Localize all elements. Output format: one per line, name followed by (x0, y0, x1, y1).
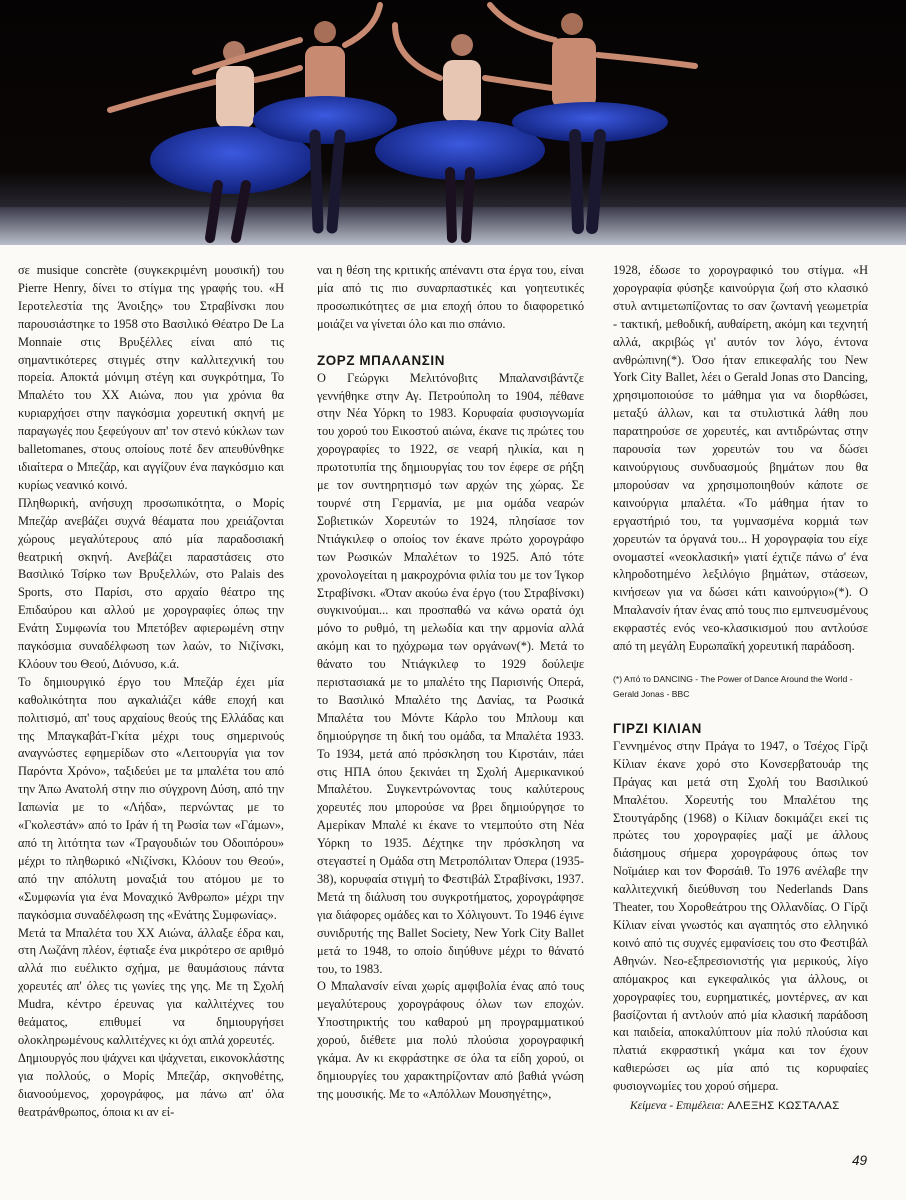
paragraph: Πληθωρική, ανήσυχη προσωπικότητα, ο Μορίς Μπεζάρ ανεβάζει συχνά θέαματα που χρειάζονται χώρους μεγαλύτερους από μία παραδοσιακή θεατρική σκηνή. Ανεβάζει παραστάσεις στο Βασιλικό Τσίρκο των Βρυξελλών, στο Palais des Sports, στο Παρίσι, στο αρχαίο θέατρο της Επιδαύρου και αλλού με χορογραφίες όπως την Ενάτη Συμφωνία του Μπετόβεν αφιερωμένη στην παγκόσμια συναδέλφωση των λαών, το Νιζίνσκι, Κλόουν του Θεού, Διόνυσο, κ.ά. (18, 495, 284, 671)
paragraph: Το δημιουργικό έργο του Μπεζάρ έχει μία καθολικότητα που αγκαλιάζει κάθε εποχή και πολιτισμό, απ' τους αρχαίους θεούς της Ελλάδας και της Μπαγκαβάτ-Γκίτα μέχρι τους σημερινούς αναγνώστες εφημερίδων στο «Λειτουργία για τον Παρόντα Χρόνο», ταξιδεύει με τα μπαλέτα του από την Άπω Ανατολή στην πιο σύγχρονη Δύση, από την Ιαπωνία με το «Λήδα», περνώντας με το «Γκολεστάν» από το Ιράν ή τη Ρωσία των «Γάμων», από τη λιτότητα των «Τραγουδιών του Οδοιπόρου» μέχρι το πληθωρικό «Νιζίνσκι, Κλόουν του Θεού», από την απόλυτη μοναξιά του ατόμου με το «Συμφωνία για ένα Μοναχικό Άνθρωπο» μέχρι την παγκόσμια συναδέλφωση της «Ενάτης Συμφωνίας». (18, 674, 284, 922)
dancers-illustration (0, 0, 906, 245)
dancers-photo (0, 0, 906, 245)
page-number: 49 (852, 1153, 868, 1168)
footnote: (*) Από το DANCING - The Power of Dance Around the World - Gerald Jonas - BBC (613, 673, 853, 699)
section-heading-balanchine: ΖΟΡΖ ΜΠΑΛΑΝΣΙΝ (317, 352, 446, 368)
paragraph: σε musique concrète (συγκεκριμένη μουσική) του Pierre Henry, δίνει το στίγμα της γραφής του. «Η Ιεροτελεστία της Άνοιξης» του Στραβίνσκι που παρουσιάστηκε το 1958 στο Βασιλικό Θέατρο De La Monnaie στις Βρυξέλλες είναι από τις σημαντικότερες στιγμές στην καλλιτεχνική του πορεία. Αποκτά μόνιμη στέγη και συγκρότημα, Το Μπαλέτο του ΧΧ Αιώνα, που για χρόνια θα κυριαρχήσει στην παγκόσμια χορευτική σκηνή με παραγωγές που ξεφεύγουν απ' τον στενό κύκλων των balletomanes, στους οποίους ποτέ δεν απευθύνθηκε ιδιαίτερα ο Μπεζάρ, και αγγίζουν ένα παγκόσμιο και κυρίως νεανικό κοινό. (18, 263, 284, 492)
paragraph: Ο Γεώργκι Μελιτόνοβιτς Μπαλανσιβάντζε γεννήθηκε στην Αγ. Πετρούπολη το 1904, πέθανε στην Νέα Υόρκη το 1983. Κορυφαία φυσιογνωμία του χορού του Εικοστού αιώνα, έκανε τις πρώτες του χορογραφίες το 1922, σε νεαρή ηλικία, και η πρωτοτυπία της δημιουργίας του τον έφερε σε ρήξη με τον συντηρητισμό των αρχών της χώρας. Σε τουρνέ στη Γερμανία, με μια ομάδα νεαρών Σοβιετικών Χορευτών το 1924, πλησίασε τον Ντιάγκιλεφ ο οποίος τον έκανε πρώτο χορογράφο των Ρωσικών Μπαλέτων το 1925. Από τότε χρονολογείται η μακροχρόνια φιλία του με τον Ίγκορ Στραβίνσκι. «Όταν ακούω ένα έργο (του Στραβίνσκι) συγκινούμαι... και προσπαθώ να κάνω ορατά όχι μόνο το ρυθμό, τη μελωδία και την αρμονία αλλά ακόμη και το ηχόχρωμα των οργάνων(*). Μετά το θάνατο του Ντιάγκιλεφ το 1929 δούλεψε περιστασιακά με το μπαλέτο της Παρισινής Οπερά, το Βασιλικό Μπαλέτο της Δανίας, τα Ρωσικά Μπαλέτα του Μόντε Κάρλο του Μπλουμ και δημιούργησε τη δική του ομάδα, τα Μπαλέτα 1933. Το 1934, μετά από πρόσκληση του Κιρστάιν, πάει στις ΗΠΑ όπου ξεκινάει τη Σχολή Αμερικανικού Μπαλέτου. Συγκεντρώνοντας τους καλύτερους χορευτές που μπορούσε να βρει δημιούργησε το Αμερίκαν Μπαλέ κι έκανε το ντεμπούτο στη Νέα Υόρκη το 1935. Δέχτηκε την πρόσκληση να στεγαστεί η Ομάδα στη Μετροπόλιταν Όπερα (1935-38), κορυφαία στιγμή το Φεστιβάλ Στραβίνσκι, 1937. Μετά τη διάλυση του συγκροτήματος, χορογράφησε για διάφορες ομάδες και το Χόλιγουντ. Το 1946 έγινε συνιδρυτής της Ballet Society, New York City Ballet μετά το 1948, το οποίο διηύθυνε μέχρι το θάνατό του, το 1983. (317, 370, 584, 976)
section-heading-kylian: ΓΙΡΖΙ ΚΙΛΙΑΝ (613, 720, 702, 736)
credit-name: ΑΛΕΞΗΣ ΚΩΣΤΑΛΑΣ (727, 1100, 840, 1112)
column-1 (18, 262, 284, 1122)
paragraph: 1928, έδωσε το χορογραφικό του στίγμα. «Η χορογραφία φύσηξε καινούργια ζωή στο κλασικό στυλ αντιμετωπίζοντας το σαν ζωντανή γεωμετρία - τακτική, μεθοδική, αυθαίρετη, ακόμη και τεχνητή αλλά, ακριβώς γι' αυτόν τον λόγο, έντονα ανθρώπινη(*). Όσο ήταν επικεφαλής του New York City Ballet, λέει ο Gerald Jonas στο Dancing, χρησιμοποιούσε το μάθημα για να διορθώσει, μεταξύ άλλων, και τα στυλιστικά λάθη που παρατηρούσε σε χορευτές, και αντιδρώντας στην παρουσία των χορευτών του να δώσει καινούργιους συνδυασμούς βημάτων που θα μπορούσαν να χρησιμοποιηθούν κάποτε σε καινούργια μπαλέτα. «Το μάθημα ήταν το εργαστήριό του, τα γυμνασμένα κορμιά των χορευτών τα όργανά του... Η χορογραφία του είχε ονομαστεί «νεοκλασική» γιατί έχτιζε πάνω σ' ένα κληροδοτημένο λεξιλόγιο βημάτων, στάσεων, κινήσεων για να δώσει κάτι καινούργιο»(*). Ο Μπαλανσίν ήταν ένας από τους πιο εμπνευσμένους εκφραστές ενός νεο-κλασικισμού που αντλούσε από τη μεγάλη Ευρωπαϊκή χορευτική παράδοση. (613, 263, 868, 654)
paragraph: Ο Μπαλανσίν είναι χωρίς αμφιβολία ένας από τους μεγαλύτερους χορογράφους όλων των εποχών. Υποστηρικτής του καθαρού μη προγραμματικού χορού, διέθετε μια πολύ πλούσια χορογραφική γκάμα. Αν κι εκφράστηκε σε όλα τα είδη χορού, οι δημιουργίες του χαρακτηρίζονταν από βαθιά γνώση της μουσικής. Με το «Απόλλων Μουσηγέτης», (317, 979, 584, 1101)
column-2 (317, 262, 584, 1104)
column-3 (613, 262, 868, 1096)
author-credit (630, 1100, 839, 1112)
paragraph: Γεννημένος στην Πράγα το 1947, ο Τσέχος Γίρζι Κίλιαν έκανε χορό στο Κονσερβατουάρ της Πράγας και μετά στη Σχολή του Βασιλικού Μπαλέτου. Χορευτής του Μπαλέτου της Στουτγάρδης (1968) ο Κίλιαν δοκιμάζει εκεί τις πρώτες του χορογραφίες μαζί με άλλους διάσημους σήμερα χορογράφους όπως τον Νοϊμάιερ και τον Φορσάιθ. Το 1976 ανέλαβε την καλλιτεχνική διεύθυνση του Nederlands Dans Theater, του Χοροθεάτρου της Ολλανδίας. Ο Γίρζι Κίλιαν είναι γνωστός και αγαπητός στο ελληνικό κοινό από τις συχνές εμφανίσεις του στο Φεστιβάλ Αθηνών. Νεο-εξπρεσιονιστής για μερικούς, λίγο απόμακρος και εγκεφαλικός για άλλους, οι χορογραφίες του, ευρηματικές, μοντέρνες, αν και βασίζονται ή αντλούν από μία κλασική παράδοση και παιδεία, αποκαλύπτουν μία πολύ πλούσια και πλατιά εκφραστική γκάμα και τον έχουν καθιερώσει ως μία από τις κορυφαίες φυσιογνωμίες του χορού σήμερα. (613, 738, 868, 1094)
paragraph: Δημιουργός που ψάχνει και ψάχνεται, εικονοκλάστης για πολλούς, ο Μορίς Μπεζάρ, σκηνοθέτης, διανοούμενος, χορογράφος, μα πάνω απ' όλα θεατράνθρωπος, όποια κι αν εί- (18, 1050, 284, 1119)
paragraph: Μετά τα Μπαλέτα του ΧΧ Αιώνα, άλλαξε έδρα και, στη Λωζάνη πλέον, έφτιαξε ένα μικρότερο σε αριθμό αλλά πιο ευέλικτο σχήμα, με θαυμάσιους πάντα χορευτές απ' όλες τις γωνίες της γης. Με τη Σχολή Mudra, κέντρο έρευνας για καλλιτέχνες του θεάματος, επιθυμεί να δημιουργήσει ολοκληρωμένους καλλιτέχνες κι όχι απλά χορευτές. (18, 925, 284, 1047)
dancer-4 (490, 5, 695, 228)
credit-label: Κείμενα - Επιμέλεια: (630, 1100, 725, 1112)
paragraph: ναι η θέση της κριτικής απέναντι στα έργα του, είναι μία από τις πιο συναρπαστικές και γοητευτικές προσωπικότητες σε μια εποχή όπου το διαφορετικό μοιάζει να γίνεται όλο και πιο σπάνιο. (317, 263, 584, 331)
